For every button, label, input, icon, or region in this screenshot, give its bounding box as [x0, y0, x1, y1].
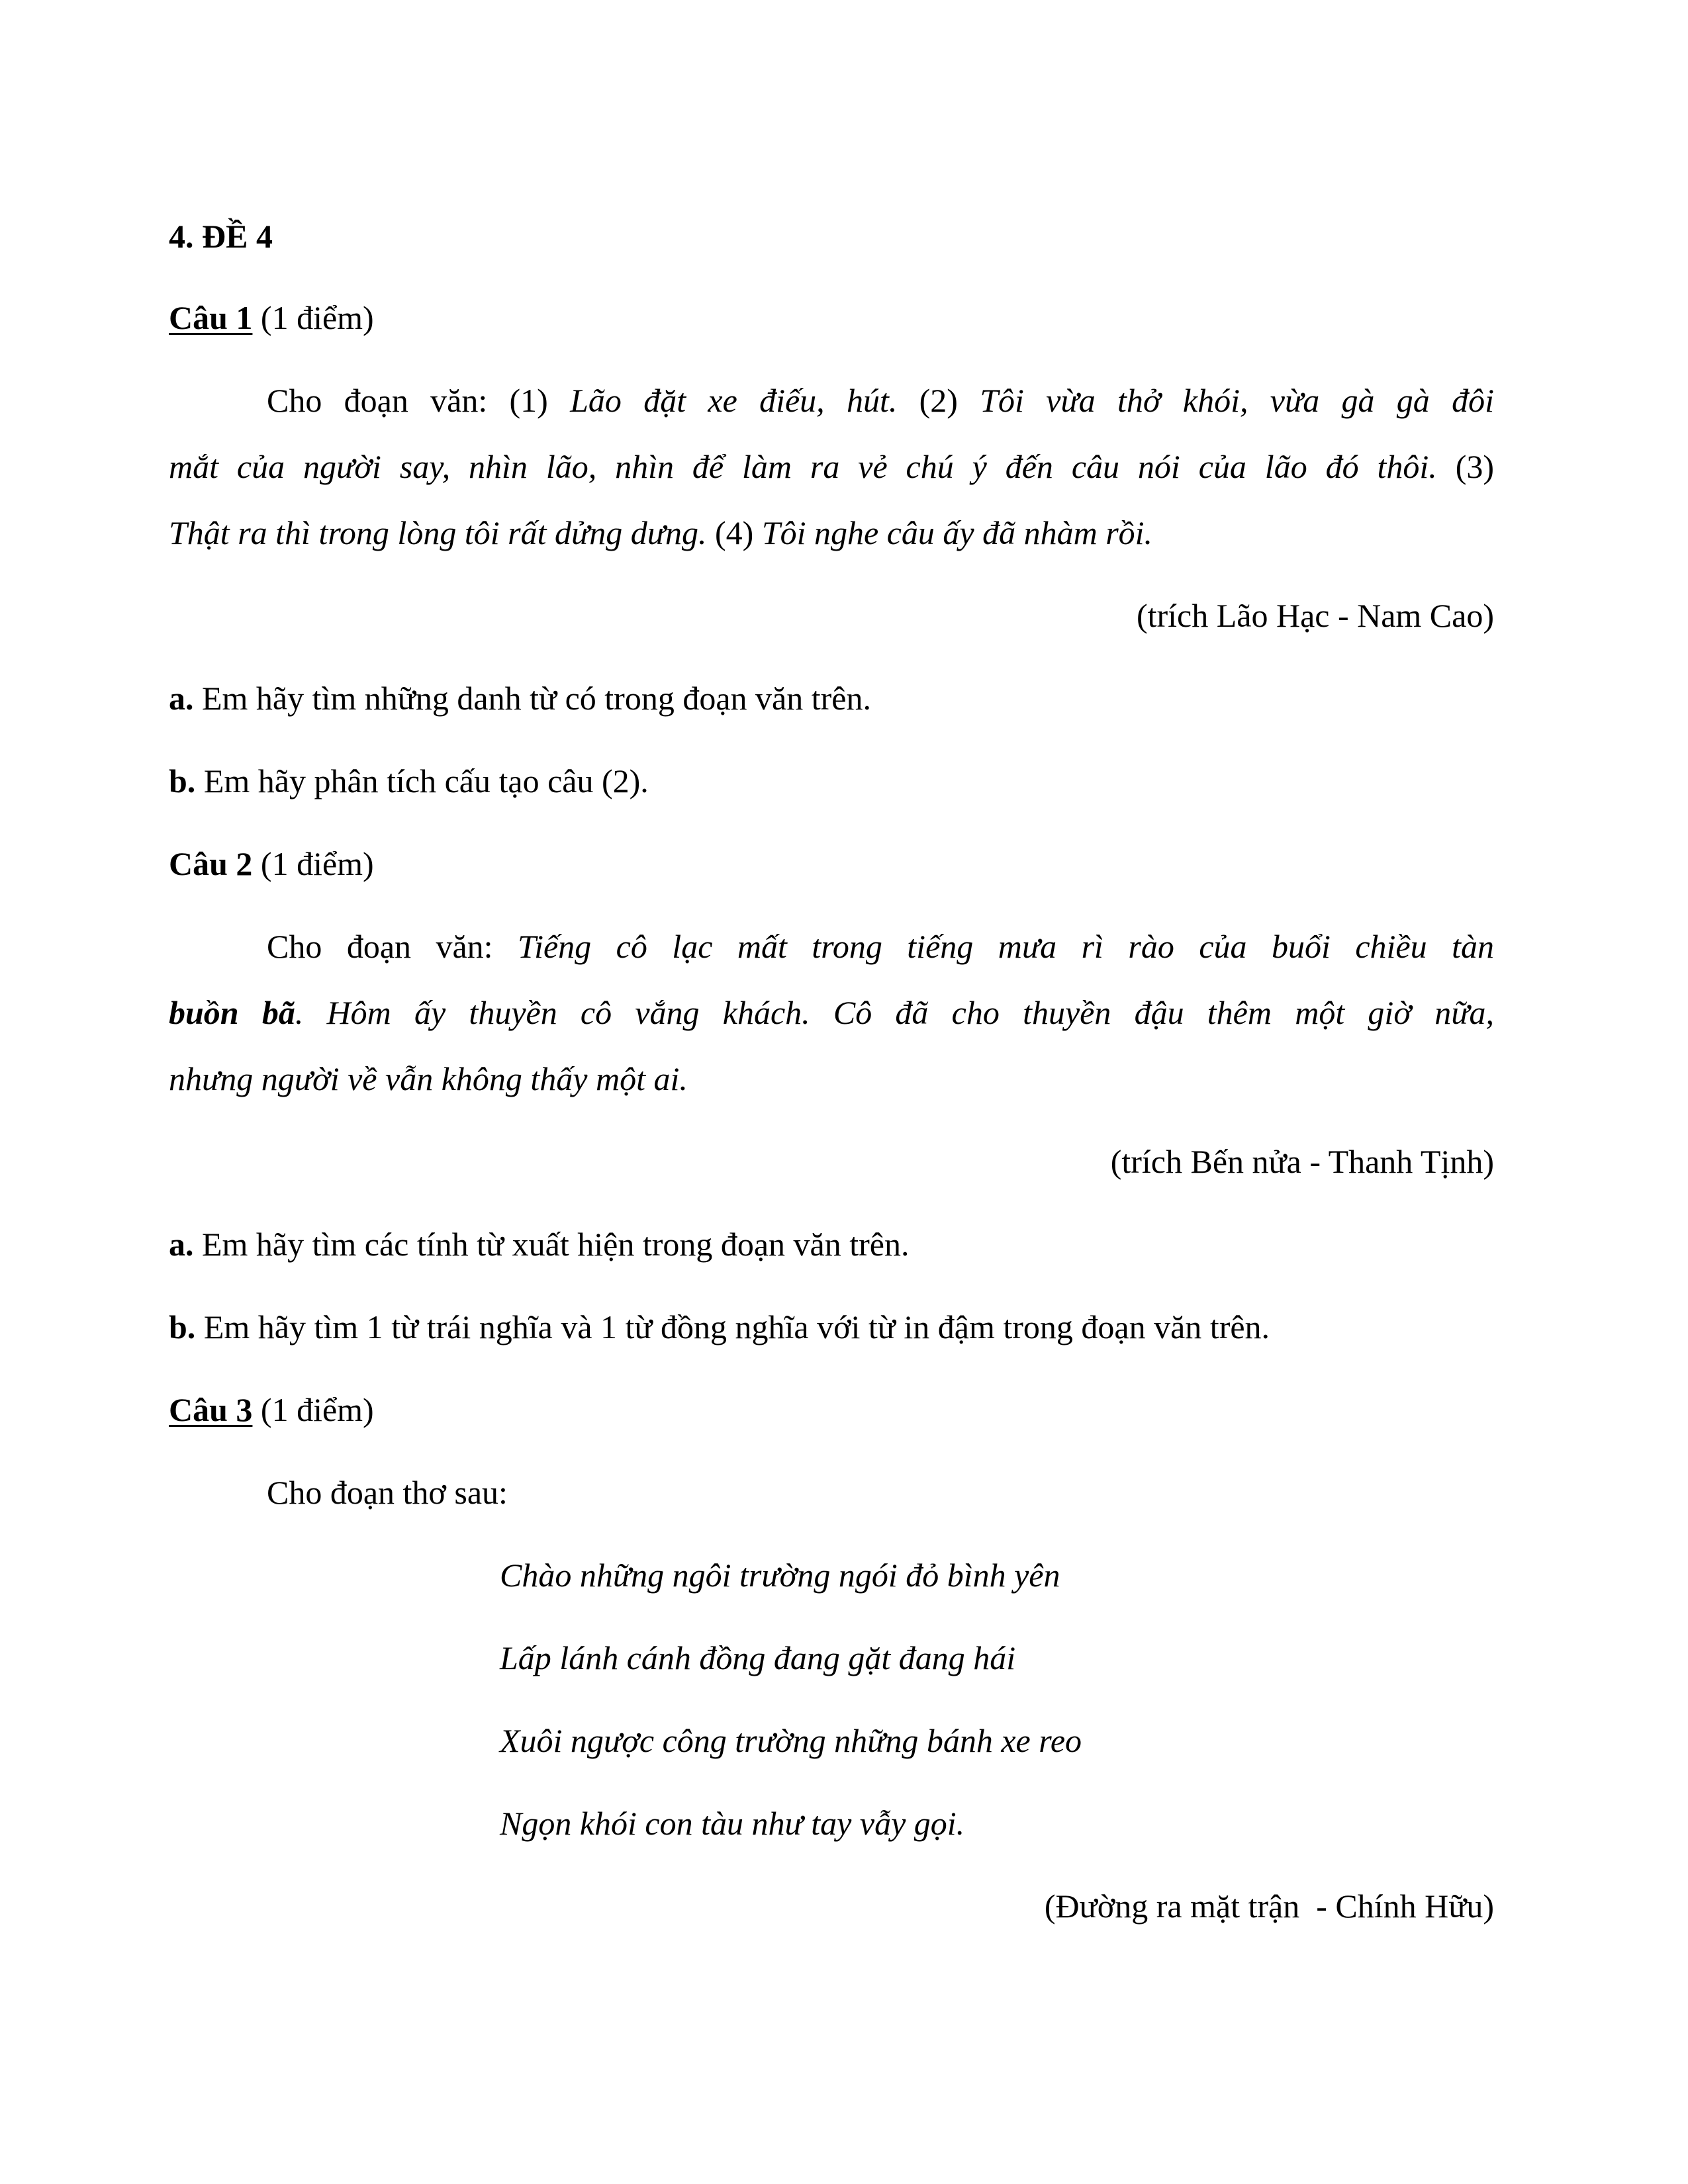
- q3-label: Câu 3: [169, 1391, 253, 1428]
- q2-heading: [169, 847, 374, 880]
- q1-heading: [169, 301, 374, 334]
- q2-task-b: b. Em hãy tìm 1 từ trái nghĩa và 1 từ đồng nghĩa với từ in đậm trong đoạn văn trên.: [169, 1308, 1270, 1345]
- q2-bold-word: buồn bã: [169, 994, 295, 1031]
- q1-points: (1 điểm): [260, 299, 374, 336]
- poem-line-3: Xuôi ngược công trường những bánh xe reo: [500, 1722, 1082, 1759]
- q2-points: (1 điểm): [260, 845, 374, 882]
- q1-passage-line-2: mắt của người say, nhìn lão, nhìn để làm ra vẻ chú ý đến câu nói của lão đó thôi. (3): [169, 448, 1494, 485]
- q1-source: (trích Lão Hạc - Nam Cao): [1136, 597, 1494, 634]
- q1-task-a: a. Em hãy tìm những danh từ có trong đoạn văn trên.: [169, 680, 871, 717]
- q2-source: (trích Bến nửa - Thanh Tịnh): [1110, 1143, 1494, 1180]
- exam-title: 4. ĐỀ 4: [169, 218, 273, 255]
- poem-line-4: Ngọn khói con tàu như tay vẫy gọi.: [500, 1805, 965, 1842]
- q1-label: Câu 1: [169, 299, 253, 336]
- poem-line-2: Lấp lánh cánh đồng đang gặt đang hái: [500, 1639, 1016, 1676]
- q3-source: (Đường ra mặt trận - Chính Hữu): [1044, 1888, 1494, 1925]
- q2-passage-line-1: Cho đoạn văn: Tiếng cô lạc mất trong tiếng mưa rì rào của buổi chiều tàn: [267, 928, 1494, 965]
- q1-passage-line-1: Cho đoạn văn: (1) Lão đặt xe điếu, hút. (2) Tôi vừa thở khói, vừa gà gà đôi: [267, 382, 1494, 419]
- q2-label: Câu 2: [169, 845, 253, 882]
- poem-line-1: Chào những ngôi trường ngói đỏ bình yên: [500, 1557, 1060, 1594]
- q2-passage-line-3: nhưng người về vẫn không thấy một ai.: [169, 1060, 688, 1097]
- q2-passage-line-2: buồn bã. Hôm ấy thuyền cô vắng khách. Cô đã cho thuyền đậu thêm một giờ nữa,: [169, 994, 1494, 1031]
- q3-heading: [169, 1393, 374, 1426]
- q2-task-a: a. Em hãy tìm các tính từ xuất hiện trong đoạn văn trên.: [169, 1226, 910, 1263]
- q3-intro: Cho đoạn thơ sau:: [267, 1474, 508, 1511]
- q1-task-b: b. Em hãy phân tích cấu tạo câu (2).: [169, 762, 649, 799]
- q3-points: (1 điểm): [260, 1391, 374, 1428]
- q1-passage-line-3: Thật ra thì trong lòng tôi rất dửng dưng. (4) Tôi nghe câu ấy đã nhàm rồi.: [169, 514, 1153, 551]
